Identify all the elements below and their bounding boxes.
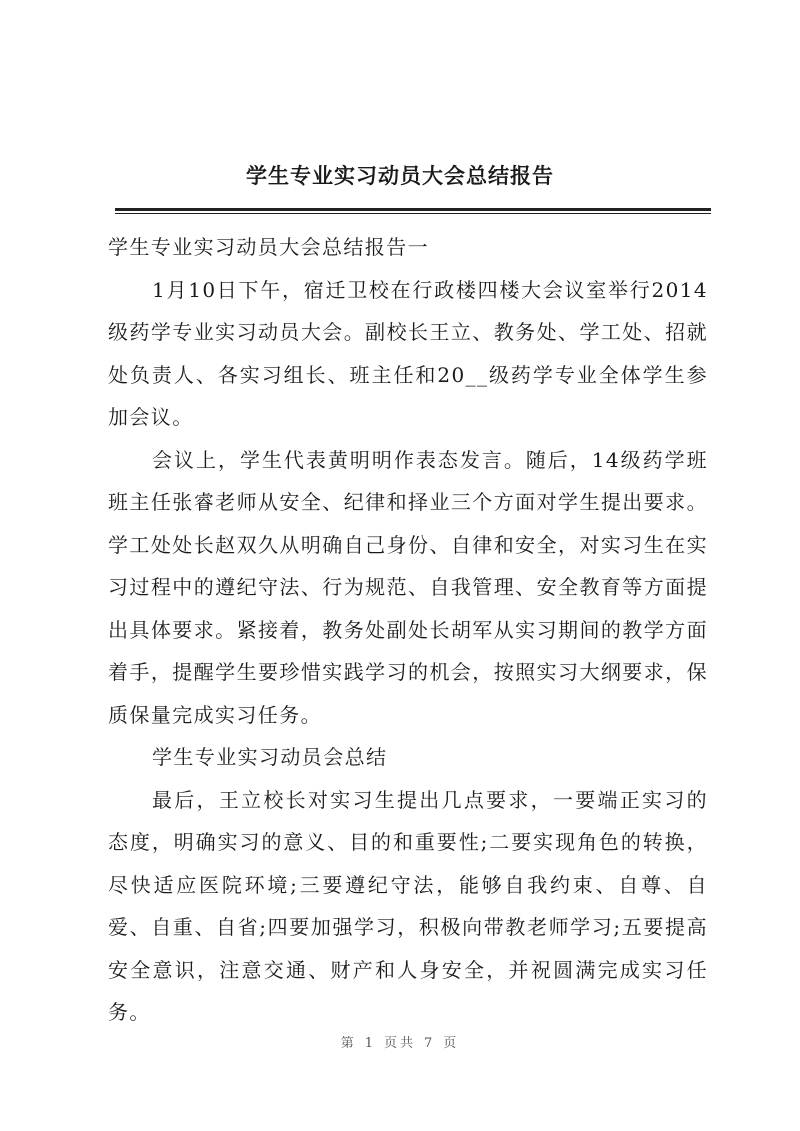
page-footer [0,1032,800,1051]
paragraph-requirements: 最后，王立校长对实习生提出几点要求，一要端正实习的态度，明确实习的意义、目的和重要性;二要实现角色的转换，尽快适应医院环境;三要遵纪守法，能够自我约束、自尊、自爱、自重、自省;四要加强学习，积极向带教老师学习;五要提高安全意识，注意交通、财产和人身安全，并祝圆满完成实习任务。 [108,787,708,1024]
subheading-summary: 学生专业实习动员会总结 [152,745,388,769]
paragraph-meeting-intro: 1月10日下午，宿迁卫校在行政楼四楼大会议室举行2014级药学专业实习动员大会。副校长王立、教务处、学工处、招就处负责人、各实习组长、班主任和20__级药学专业全体学生参加会议。 [108,277,708,429]
footer-label-of: 页共 [383,1036,416,1051]
paragraph-speeches: 会议上，学生代表黄明明作表态发言。随后，14级药学班班主任张睿老师从安全、纪律和择业三个方面对学生提出要求。学工处处长赵双久从明确自己身份、自律和安全，对实习生在实习过程中的遵纪守法、行为规范、自我管理、安全教育等方面提出具体要求。紧接着，教务处副处长胡军从实习期间的教学方面着手，提醒学生要珍惜实践学习的机会，按照实习大纲要求，保质保量完成实习任务。 [108,447,708,727]
footer-label-pages: 页 [443,1036,460,1051]
footer-total-pages: 7 [424,1036,436,1051]
footer-label-page: 第 [340,1036,357,1051]
title-divider-thin [115,213,711,214]
footer-current-page: 1 [364,1036,376,1051]
title-divider [115,208,711,211]
section-heading: 学生专业实习动员大会总结报告一 [108,235,429,259]
document-body [108,226,708,1034]
document-title: 学生专业实习动员大会总结报告 [246,164,554,188]
